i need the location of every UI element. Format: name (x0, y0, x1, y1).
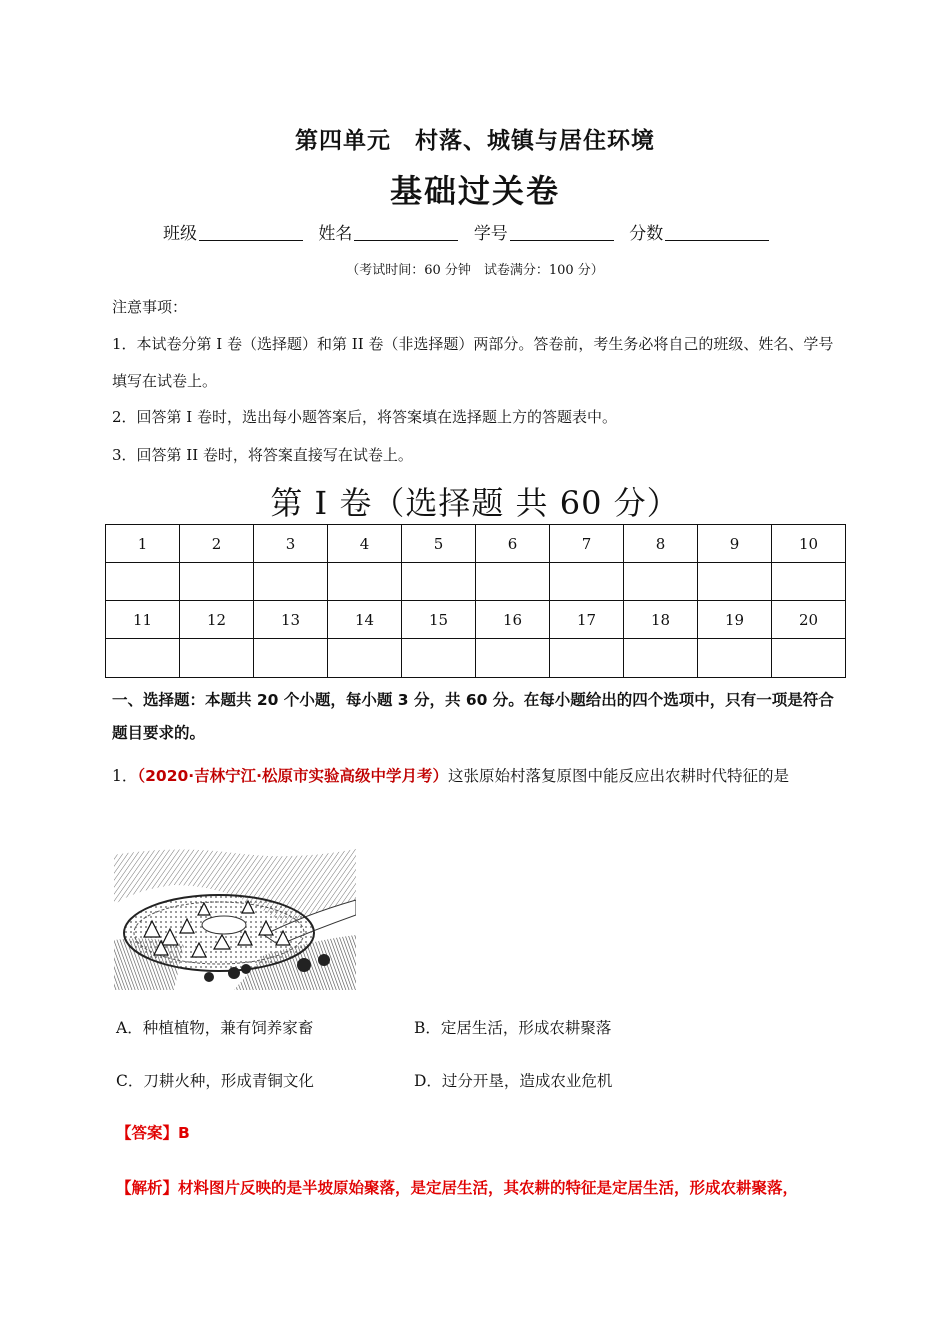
village-sketch-icon (114, 845, 356, 990)
table-cell: 19 (698, 601, 772, 639)
table-cell: 8 (624, 525, 698, 563)
answer-cell[interactable] (550, 563, 624, 601)
score-blank[interactable] (665, 224, 769, 241)
score-label: 分数 (629, 224, 664, 244)
answer-table-header-row-2 (106, 601, 846, 639)
answer-cell[interactable] (698, 639, 772, 678)
answer-cell[interactable] (624, 563, 698, 601)
table-cell: 10 (772, 525, 846, 563)
table-cell: 12 (180, 601, 254, 639)
answer-cell[interactable] (476, 563, 550, 601)
question-section-intro: 一、选择题：本题共 20 个小题，每小题 3 分，共 60 分。在每小题给出的四个选项中，只有一项是符合题目要求的。 (112, 691, 834, 742)
class-label: 班级 (163, 224, 197, 244)
answer-cell[interactable] (180, 639, 254, 678)
answer-cell[interactable] (328, 639, 402, 678)
answer-table-answer-row-2 (106, 639, 846, 678)
village-illustration (114, 845, 356, 990)
answer-cell[interactable] (106, 639, 180, 678)
answer-cell[interactable] (402, 639, 476, 678)
table-cell: 2 (180, 525, 254, 563)
question-text: 这张原始村落复原图中能反应出农耕时代特征的是 (448, 767, 790, 785)
answer-cell[interactable] (106, 563, 180, 601)
table-cell: 17 (550, 601, 624, 639)
answer-table (105, 524, 846, 678)
answer-cell[interactable] (624, 639, 698, 678)
student-id-label: 学号 (473, 224, 508, 244)
table-cell: 1 (106, 525, 180, 563)
answer-cell[interactable] (328, 563, 402, 601)
notice-item-1: 1．本试卷分第 I 卷（选择题）和第 II 卷（非选择题）两部分。答卷前，考生务必将自己的班级、姓名、学号填写在试卷上。 (112, 335, 834, 390)
option-a[interactable]: A．种植植物，兼有饲养家畜 (116, 1019, 314, 1037)
name-label: 姓名 (318, 224, 353, 244)
answer-table-answer-row-1 (106, 563, 846, 601)
answer-cell[interactable] (476, 639, 550, 678)
table-cell: 9 (698, 525, 772, 563)
answer-label: 【答案】B (116, 1124, 190, 1142)
section-title: 第 I 卷（选择题 共 60 分） (270, 484, 680, 522)
student-info-line (163, 219, 779, 244)
name-blank[interactable] (354, 224, 458, 241)
question-number: 1． (112, 767, 138, 785)
table-cell: 5 (402, 525, 476, 563)
option-b[interactable]: B．定居生活，形成农耕聚落 (414, 1019, 612, 1037)
table-cell: 6 (476, 525, 550, 563)
student-id-blank[interactable] (510, 224, 614, 241)
answer-cell[interactable] (254, 563, 328, 601)
option-d[interactable]: D．过分开垦，造成农业危机 (414, 1072, 613, 1090)
class-blank[interactable] (199, 224, 303, 241)
table-cell: 20 (772, 601, 846, 639)
question-source: （2020·吉林宁江·松原市实验高级中学月考） (137, 767, 449, 785)
answer-cell[interactable] (772, 639, 846, 678)
unit-title: 第四单元 村落、城镇与居住环境 (295, 128, 655, 154)
table-cell: 4 (328, 525, 402, 563)
page-title: 基础过关卷 (389, 172, 560, 210)
question-1-stem (112, 758, 842, 795)
answer-cell[interactable] (550, 639, 624, 678)
time-note: （考试时间：60 分钟 试卷满分：100 分） (346, 263, 604, 278)
table-cell: 3 (254, 525, 328, 563)
answer-cell[interactable] (698, 563, 772, 601)
table-cell: 14 (328, 601, 402, 639)
table-cell: 13 (254, 601, 328, 639)
notice-item-2: 2．回答第 I 卷时，选出每小题答案后，将答案填在选择题上方的答题表中。 (112, 408, 618, 426)
table-cell: 16 (476, 601, 550, 639)
analysis-text: 【解析】材料图片反映的是半坡原始聚落，是定居生活，其农耕的特征是定居生活，形成农耕聚落， (116, 1179, 799, 1197)
table-cell: 15 (402, 601, 476, 639)
table-cell: 11 (106, 601, 180, 639)
answer-cell[interactable] (772, 563, 846, 601)
table-cell: 7 (550, 525, 624, 563)
answer-cell[interactable] (402, 563, 476, 601)
notice-item-3: 3．回答第 II 卷时，将答案直接写在试卷上。 (112, 446, 413, 464)
option-c[interactable]: C．刀耕火种，形成青铜文化 (116, 1072, 314, 1090)
notice-heading: 注意事项： (112, 298, 188, 316)
table-cell: 18 (624, 601, 698, 639)
answer-cell[interactable] (180, 563, 254, 601)
answer-cell[interactable] (254, 639, 328, 678)
answer-table-header-row-1 (106, 525, 846, 563)
